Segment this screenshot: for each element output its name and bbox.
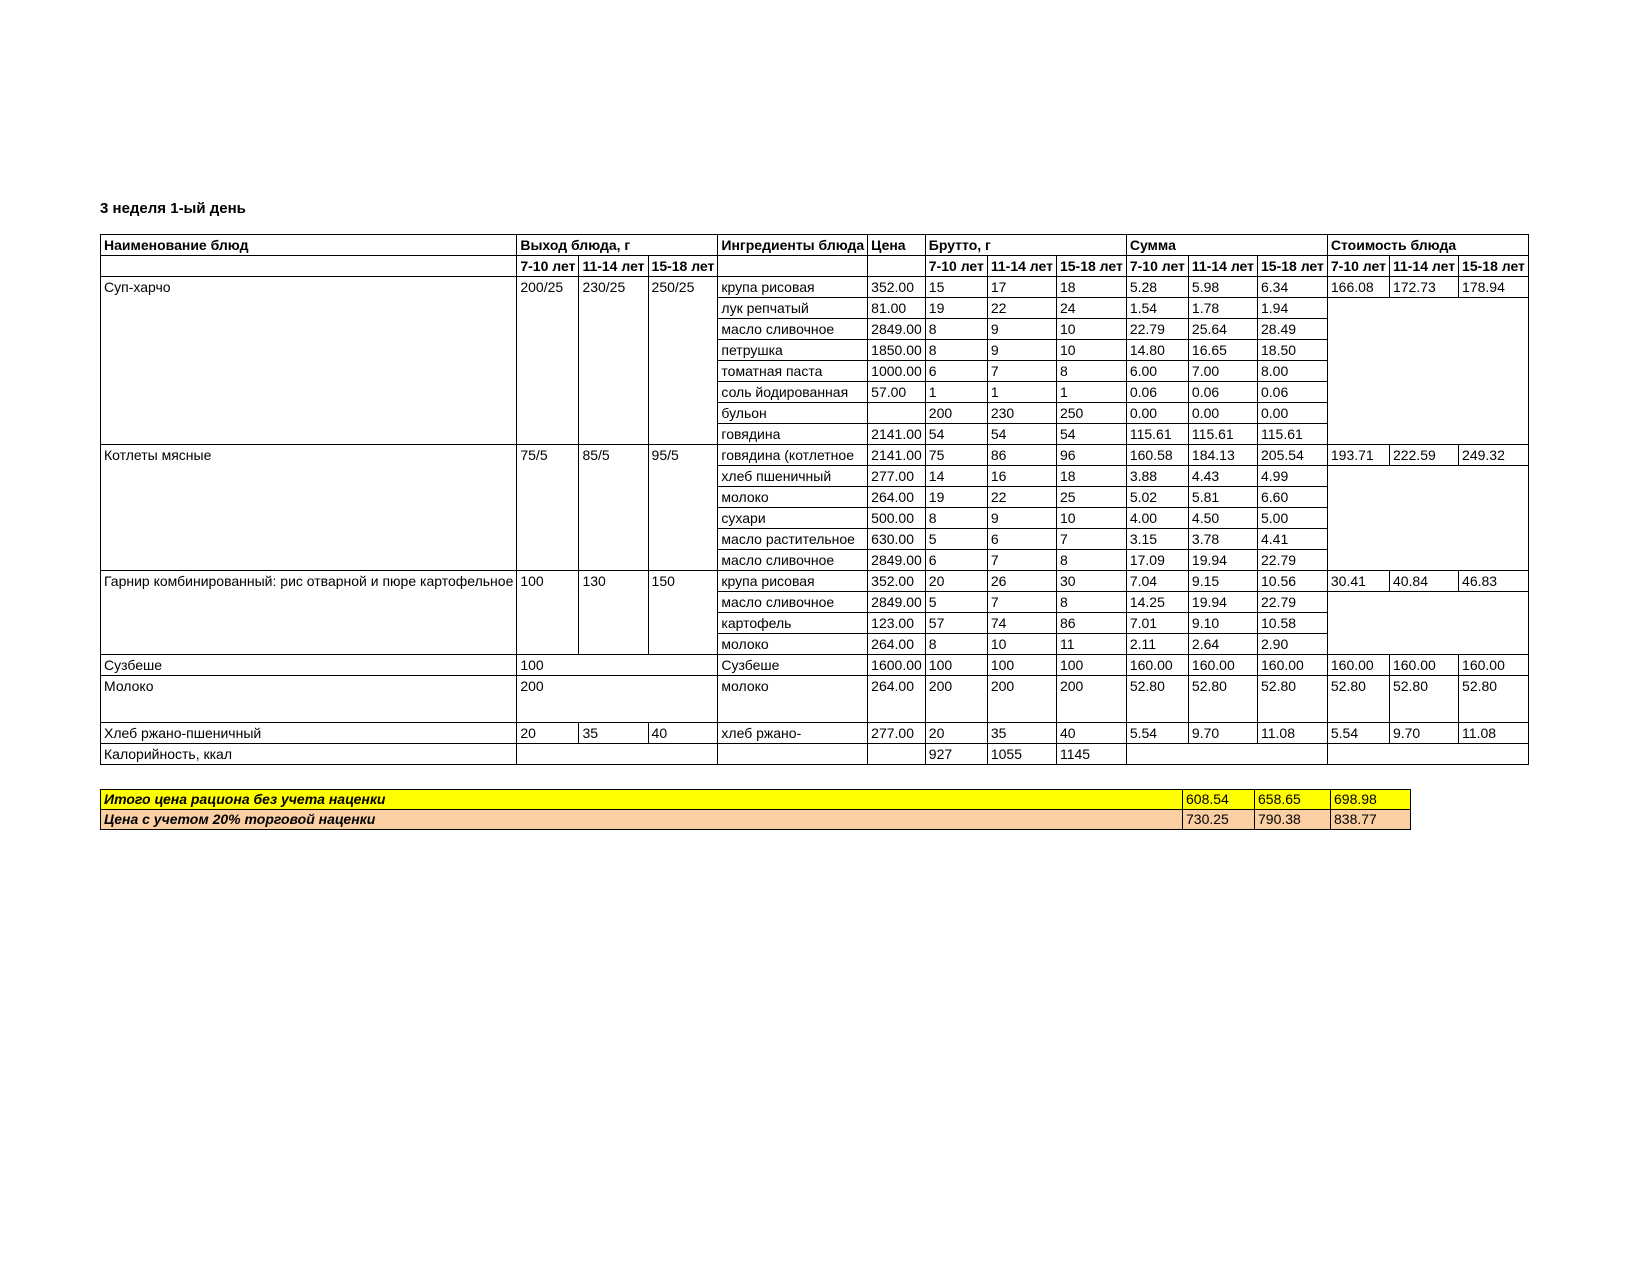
sum-cell: 52.80 [1188, 676, 1257, 723]
age-group-header: 7-10 лет [517, 256, 579, 277]
sum-cell: 184.13 [1188, 445, 1257, 466]
sum-cell: 10.58 [1258, 613, 1328, 634]
cost-cell: 160.00 [1389, 655, 1458, 676]
gross-cell: 8 [925, 634, 987, 655]
sum-cell: 17.09 [1126, 550, 1188, 571]
gross-cell: 25 [1056, 487, 1126, 508]
cost-cell: 40.84 [1389, 571, 1458, 592]
gross-cell: 9 [987, 508, 1056, 529]
sum-cell: 160.00 [1126, 655, 1188, 676]
sum-cell: 160.00 [1188, 655, 1257, 676]
summary-table [100, 789, 1411, 830]
price-cell: 277.00 [868, 466, 926, 487]
dish-row [101, 655, 1529, 676]
price-cell: 264.00 [868, 634, 926, 655]
gross-cell: 10 [987, 634, 1056, 655]
cost-cell: 46.83 [1459, 571, 1529, 592]
gross-cell: 200 [925, 676, 987, 723]
sum-cell: 160.58 [1126, 445, 1188, 466]
col-header-output: Выход блюда, г [517, 235, 718, 256]
gross-cell: 57 [925, 613, 987, 634]
ingredient-name-cell: картофель [718, 613, 868, 634]
price-cell: 81.00 [868, 298, 926, 319]
gross-cell: 14 [925, 466, 987, 487]
dish-name-cell: Котлеты мясные [101, 445, 517, 571]
empty-cell [868, 744, 926, 765]
summary-total-row [101, 790, 1411, 810]
summary-total-value: 658.65 [1255, 790, 1331, 810]
sum-cell: 4.41 [1258, 529, 1328, 550]
age-group-header: 15-18 лет [1459, 256, 1529, 277]
sum-cell: 8.00 [1258, 361, 1328, 382]
summary-total-value: 698.98 [1331, 790, 1411, 810]
gross-cell: 6 [987, 529, 1056, 550]
gross-cell: 24 [1056, 298, 1126, 319]
ingredient-name-cell: говядина (котлетное [718, 445, 868, 466]
calories-value-cell: 1145 [1056, 744, 1126, 765]
sum-cell: 2.11 [1126, 634, 1188, 655]
sum-cell: 0.00 [1188, 403, 1257, 424]
ingredient-name-cell: лук репчатый [718, 298, 868, 319]
gross-cell: 1 [925, 382, 987, 403]
portion-cell: 200/25 [517, 277, 579, 445]
sum-cell: 0.06 [1126, 382, 1188, 403]
col-header-gross: Брутто, г [925, 235, 1126, 256]
sum-cell: 205.54 [1258, 445, 1328, 466]
portion-cell: 75/5 [517, 445, 579, 571]
sum-cell: 9.15 [1188, 571, 1257, 592]
sum-cell: 6.60 [1258, 487, 1328, 508]
sum-cell: 4.43 [1188, 466, 1257, 487]
dish-row [101, 571, 1529, 592]
sum-cell: 3.88 [1126, 466, 1188, 487]
empty-cell [718, 744, 868, 765]
sum-cell: 52.80 [1126, 676, 1188, 723]
portion-cell: 95/5 [648, 445, 718, 571]
sum-cell: 18.50 [1258, 340, 1328, 361]
dish-name-cell: Сузбеше [101, 655, 517, 676]
ingredient-name-cell: соль йодированная [718, 382, 868, 403]
sum-cell: 14.80 [1126, 340, 1188, 361]
price-cell [868, 403, 926, 424]
ingredient-name-cell: Сузбеше [718, 655, 868, 676]
cost-cell: 52.80 [1327, 676, 1389, 723]
cost-cell: 172.73 [1389, 277, 1458, 298]
cost-cell: 178.94 [1459, 277, 1529, 298]
col-header-ingredients: Ингредиенты блюда [718, 235, 868, 256]
ingredient-name-cell: молоко [718, 676, 868, 723]
summary-total-label: Итого цена рациона без учета наценки [101, 790, 1183, 810]
cost-cell: 160.00 [1327, 655, 1389, 676]
gross-cell: 10 [1056, 340, 1126, 361]
portion-cell: 35 [579, 723, 648, 744]
calories-value-cell: 1055 [987, 744, 1056, 765]
sum-cell: 1.94 [1258, 298, 1328, 319]
sum-cell: 1.54 [1126, 298, 1188, 319]
subheader-row [101, 256, 1529, 277]
gross-cell: 100 [1056, 655, 1126, 676]
dish-row [101, 277, 1529, 298]
gross-cell: 200 [1056, 676, 1126, 723]
ingredient-name-cell: томатная паста [718, 361, 868, 382]
gross-cell: 9 [987, 319, 1056, 340]
dish-row [101, 723, 1529, 744]
ingredient-name-cell: петрушка [718, 340, 868, 361]
gross-cell: 7 [987, 550, 1056, 571]
price-cell: 277.00 [868, 723, 926, 744]
gross-cell: 54 [987, 424, 1056, 445]
gross-cell: 250 [1056, 403, 1126, 424]
portion-cell: 40 [648, 723, 718, 744]
cost-cell: 9.70 [1389, 723, 1458, 744]
age-group-header: 11-14 лет [1188, 256, 1257, 277]
gross-cell: 96 [1056, 445, 1126, 466]
gross-cell: 11 [1056, 634, 1126, 655]
sum-cell: 7.01 [1126, 613, 1188, 634]
ingredient-name-cell: масло сливочное [718, 319, 868, 340]
gross-cell: 74 [987, 613, 1056, 634]
ingredient-name-cell: масло сливочное [718, 550, 868, 571]
gross-cell: 100 [925, 655, 987, 676]
sum-cell: 10.56 [1258, 571, 1328, 592]
sum-cell: 6.34 [1258, 277, 1328, 298]
gross-cell: 100 [987, 655, 1056, 676]
price-cell: 500.00 [868, 508, 926, 529]
sum-cell: 5.98 [1188, 277, 1257, 298]
dish-name-cell: Суп-харчо [101, 277, 517, 445]
gross-cell: 30 [1056, 571, 1126, 592]
gross-cell: 5 [925, 529, 987, 550]
calories-label-cell: Калорийность, ккал [101, 744, 517, 765]
sum-cell: 22.79 [1258, 550, 1328, 571]
sum-cell: 0.00 [1126, 403, 1188, 424]
dish-name-cell: Гарнир комбинированный: рис отварной и пюре картофельное [101, 571, 517, 655]
ingredient-name-cell: хлеб пшеничный [718, 466, 868, 487]
empty-cell [517, 744, 718, 765]
cost-cell: 52.80 [1389, 676, 1458, 723]
gross-cell: 5 [925, 592, 987, 613]
empty-cell [1126, 744, 1327, 765]
gross-cell: 10 [1056, 319, 1126, 340]
gross-cell: 54 [925, 424, 987, 445]
gross-cell: 86 [987, 445, 1056, 466]
cost-empty-cell [1327, 466, 1528, 571]
summary-total-value: 608.54 [1183, 790, 1255, 810]
price-cell: 2849.00 [868, 592, 926, 613]
ingredient-name-cell: крупа рисовая [718, 277, 868, 298]
gross-cell: 26 [987, 571, 1056, 592]
price-cell: 2849.00 [868, 550, 926, 571]
price-cell: 2141.00 [868, 424, 926, 445]
sum-cell: 5.81 [1188, 487, 1257, 508]
gross-cell: 18 [1056, 277, 1126, 298]
ingredient-name-cell: говядина [718, 424, 868, 445]
header-row [101, 235, 1529, 256]
gross-cell: 20 [925, 723, 987, 744]
gross-cell: 16 [987, 466, 1056, 487]
gross-cell: 8 [1056, 592, 1126, 613]
ingredient-name-cell: молоко [718, 487, 868, 508]
gross-cell: 18 [1056, 466, 1126, 487]
ingredient-name-cell: крупа рисовая [718, 571, 868, 592]
sum-cell: 7.00 [1188, 361, 1257, 382]
portion-cell: 200 [517, 676, 718, 723]
sum-cell: 11.08 [1258, 723, 1328, 744]
cost-cell: 11.08 [1459, 723, 1529, 744]
price-cell: 264.00 [868, 676, 926, 723]
ingredient-name-cell: масло сливочное [718, 592, 868, 613]
portion-cell: 250/25 [648, 277, 718, 445]
sum-cell: 0.00 [1258, 403, 1328, 424]
sum-cell: 115.61 [1258, 424, 1328, 445]
price-cell: 352.00 [868, 571, 926, 592]
spreadsheet-area [100, 200, 1525, 830]
sum-cell: 160.00 [1258, 655, 1328, 676]
age-group-header: 11-14 лет [1389, 256, 1458, 277]
gross-cell: 200 [925, 403, 987, 424]
gross-cell: 35 [987, 723, 1056, 744]
gross-cell: 8 [925, 508, 987, 529]
cost-cell: 222.59 [1389, 445, 1458, 466]
sum-cell: 5.02 [1126, 487, 1188, 508]
gross-cell: 1 [987, 382, 1056, 403]
age-group-header: 7-10 лет [1327, 256, 1389, 277]
sum-cell: 5.00 [1258, 508, 1328, 529]
dish-row [101, 445, 1529, 466]
sum-cell: 19.94 [1188, 592, 1257, 613]
portion-cell: 150 [648, 571, 718, 655]
sum-cell: 22.79 [1126, 319, 1188, 340]
summary-markup-row [101, 810, 1411, 830]
calories-value-cell: 927 [925, 744, 987, 765]
gross-cell: 10 [1056, 508, 1126, 529]
sum-cell: 2.64 [1188, 634, 1257, 655]
cost-cell: 5.54 [1327, 723, 1389, 744]
sum-cell: 28.49 [1258, 319, 1328, 340]
summary-markup-value: 838.77 [1331, 810, 1411, 830]
empty-header-cell [718, 256, 868, 277]
price-cell: 57.00 [868, 382, 926, 403]
cost-cell: 52.80 [1459, 676, 1529, 723]
ingredient-name-cell: молоко [718, 634, 868, 655]
sum-cell: 7.04 [1126, 571, 1188, 592]
gross-cell: 200 [987, 676, 1056, 723]
price-cell: 123.00 [868, 613, 926, 634]
gross-cell: 22 [987, 487, 1056, 508]
gross-cell: 20 [925, 571, 987, 592]
cost-cell: 249.32 [1459, 445, 1529, 466]
sum-cell: 5.54 [1126, 723, 1188, 744]
gross-cell: 19 [925, 487, 987, 508]
ingredient-name-cell: сухари [718, 508, 868, 529]
sum-cell: 19.94 [1188, 550, 1257, 571]
gross-cell: 54 [1056, 424, 1126, 445]
price-cell: 630.00 [868, 529, 926, 550]
ingredient-name-cell: хлеб ржано- [718, 723, 868, 744]
gross-cell: 19 [925, 298, 987, 319]
summary-markup-value: 790.38 [1255, 810, 1331, 830]
age-group-header: 15-18 лет [1258, 256, 1328, 277]
age-group-header: 15-18 лет [1056, 256, 1126, 277]
page-title: 3 неделя 1-ый день [100, 200, 246, 217]
gross-cell: 8 [1056, 550, 1126, 571]
sum-cell: 16.65 [1188, 340, 1257, 361]
price-cell: 1850.00 [868, 340, 926, 361]
price-cell: 1600.00 [868, 655, 926, 676]
price-cell: 352.00 [868, 277, 926, 298]
sum-cell: 4.99 [1258, 466, 1328, 487]
summary-markup-value: 730.25 [1183, 810, 1255, 830]
gross-cell: 86 [1056, 613, 1126, 634]
sum-cell: 9.70 [1188, 723, 1257, 744]
sum-cell: 22.79 [1258, 592, 1328, 613]
sum-cell: 115.61 [1188, 424, 1257, 445]
gross-cell: 15 [925, 277, 987, 298]
gross-cell: 8 [925, 319, 987, 340]
cost-empty-cell [1327, 592, 1528, 655]
age-group-header: 7-10 лет [925, 256, 987, 277]
col-header-dish: Наименование блюд [101, 235, 517, 256]
cost-cell: 166.08 [1327, 277, 1389, 298]
price-cell: 2141.00 [868, 445, 926, 466]
menu-table [100, 234, 1529, 765]
summary-markup-label: Цена с учетом 20% торговой наценки [101, 810, 1183, 830]
gross-cell: 7 [1056, 529, 1126, 550]
col-header-price: Цена [868, 235, 926, 256]
sum-cell: 3.78 [1188, 529, 1257, 550]
sum-cell: 0.06 [1258, 382, 1328, 403]
gross-cell: 40 [1056, 723, 1126, 744]
sum-cell: 5.28 [1126, 277, 1188, 298]
gross-cell: 230 [987, 403, 1056, 424]
ingredient-name-cell: масло растительное [718, 529, 868, 550]
gross-cell: 9 [987, 340, 1056, 361]
gross-cell: 1 [1056, 382, 1126, 403]
sum-cell: 4.50 [1188, 508, 1257, 529]
portion-cell: 100 [517, 655, 718, 676]
sum-cell: 6.00 [1126, 361, 1188, 382]
dish-row [101, 676, 1529, 723]
sum-cell: 115.61 [1126, 424, 1188, 445]
calories-row [101, 744, 1529, 765]
gross-cell: 6 [925, 550, 987, 571]
portion-cell: 130 [579, 571, 648, 655]
cost-cell: 30.41 [1327, 571, 1389, 592]
gross-cell: 7 [987, 592, 1056, 613]
gross-cell: 8 [925, 340, 987, 361]
dish-name-cell: Хлеб ржано-пшеничный [101, 723, 517, 744]
sum-cell: 3.15 [1126, 529, 1188, 550]
gross-cell: 7 [987, 361, 1056, 382]
spacer [100, 765, 1445, 789]
portion-cell: 20 [517, 723, 579, 744]
portion-cell: 230/25 [579, 277, 648, 445]
col-header-cost: Стоимость блюда [1327, 235, 1528, 256]
sum-cell: 14.25 [1126, 592, 1188, 613]
gross-cell: 17 [987, 277, 1056, 298]
price-cell: 2849.00 [868, 319, 926, 340]
gross-cell: 22 [987, 298, 1056, 319]
cost-empty-cell [1327, 298, 1528, 445]
cost-cell: 160.00 [1459, 655, 1529, 676]
sum-cell: 4.00 [1126, 508, 1188, 529]
empty-header-cell [101, 256, 517, 277]
gross-cell: 6 [925, 361, 987, 382]
sum-cell: 0.06 [1188, 382, 1257, 403]
col-header-sum: Сумма [1126, 235, 1327, 256]
age-group-header: 11-14 лет [579, 256, 648, 277]
price-cell: 264.00 [868, 487, 926, 508]
sum-cell: 1.78 [1188, 298, 1257, 319]
cost-cell: 193.71 [1327, 445, 1389, 466]
sum-cell: 52.80 [1258, 676, 1328, 723]
sum-cell: 25.64 [1188, 319, 1257, 340]
sum-cell: 9.10 [1188, 613, 1257, 634]
ingredient-name-cell: бульон [718, 403, 868, 424]
age-group-header: 11-14 лет [987, 256, 1056, 277]
gross-cell: 75 [925, 445, 987, 466]
sum-cell: 2.90 [1258, 634, 1328, 655]
gross-cell: 8 [1056, 361, 1126, 382]
portion-cell: 85/5 [579, 445, 648, 571]
empty-header-cell [868, 256, 926, 277]
age-group-header: 7-10 лет [1126, 256, 1188, 277]
dish-name-cell: Молоко [101, 676, 517, 723]
empty-cell [1327, 744, 1528, 765]
price-cell: 1000.00 [868, 361, 926, 382]
portion-cell: 100 [517, 571, 579, 655]
age-group-header: 15-18 лет [648, 256, 718, 277]
